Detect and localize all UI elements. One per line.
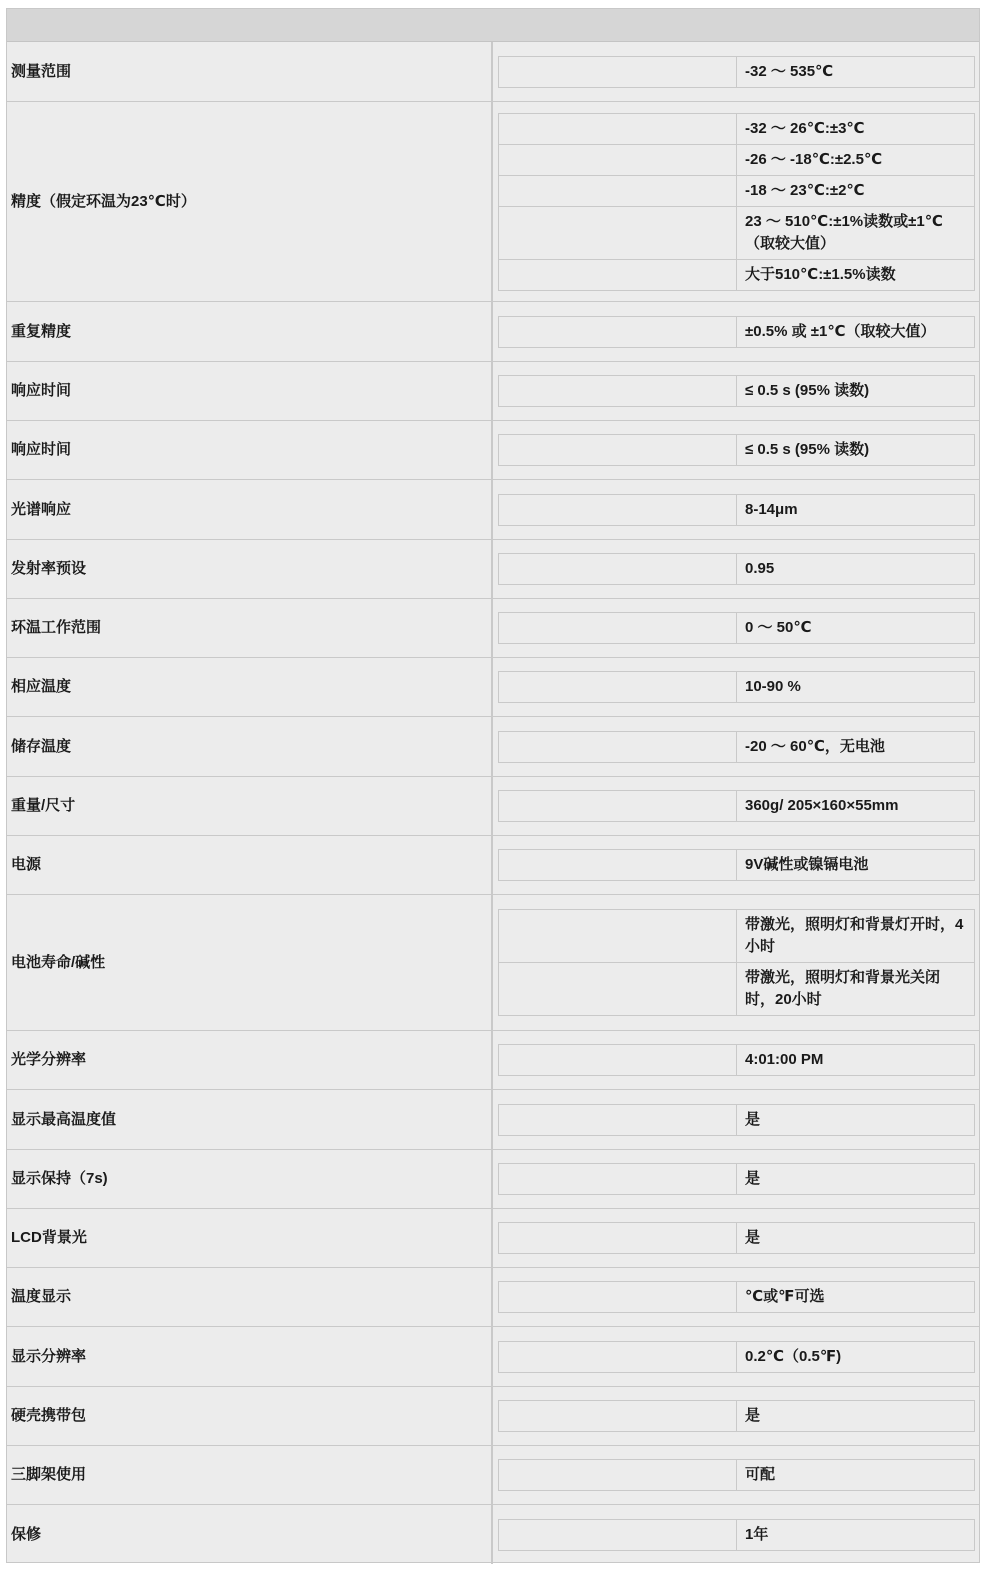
spec-value-cell	[493, 599, 979, 657]
spec-label: LCD背景光	[7, 1209, 493, 1267]
spec-label: 温度显示	[7, 1268, 493, 1326]
spec-value-cell	[493, 102, 979, 301]
table-row	[7, 1149, 979, 1208]
spec-value-row	[498, 206, 975, 260]
spec-value: ℃或℉可选	[745, 1288, 825, 1305]
spec-value-row	[498, 316, 975, 348]
spec-value-row	[498, 434, 975, 466]
table-header-bar	[7, 9, 979, 42]
spec-label: 电池寿命/碱性	[7, 895, 493, 1030]
spec-value-row	[498, 731, 975, 763]
spec-value: 带激光，照明灯和背景灯开时，4小时	[745, 916, 964, 955]
spec-value: 是	[745, 1407, 761, 1424]
table-row	[7, 835, 979, 894]
table-row	[7, 1504, 979, 1564]
spec-value: 可配	[745, 1466, 776, 1483]
blank-cell	[499, 1045, 737, 1075]
spec-label: 显示保持（7s)	[7, 1150, 493, 1208]
blank-cell	[499, 207, 737, 259]
blank-cell	[499, 376, 737, 406]
blank-cell	[499, 176, 737, 206]
blank-cell	[499, 145, 737, 175]
spec-label: 响应时间	[7, 362, 493, 420]
table-row	[7, 1267, 979, 1326]
spec-value: 10-90 %	[745, 678, 801, 695]
table-row	[7, 776, 979, 835]
spec-value: ±0.5% 或 ±1℃（取较大值）	[745, 322, 936, 340]
spec-value-cell	[493, 1268, 979, 1326]
spec-value-row	[498, 790, 975, 822]
spec-value-cell	[493, 895, 979, 1030]
blank-cell	[499, 1342, 737, 1372]
spec-value-row	[498, 1222, 975, 1254]
spec-label: 环温工作范围	[7, 599, 493, 657]
blank-cell	[499, 57, 737, 87]
spec-value: 大于510℃:±1.5%读数	[745, 265, 896, 283]
spec-value-cell	[493, 1505, 979, 1564]
spec-value: 23 ～ 510℃:±1%读数或±1℃（取较大值）	[745, 212, 943, 252]
table-row	[7, 716, 979, 776]
spec-value: 0 ～ 50℃	[745, 619, 812, 636]
table-body	[7, 42, 979, 1564]
blank-cell	[499, 850, 737, 880]
spec-value-cell	[493, 836, 979, 894]
spec-value-row	[498, 144, 975, 176]
spec-value-cell	[493, 1090, 979, 1149]
spec-value-row	[498, 175, 975, 207]
spec-value-cell	[493, 777, 979, 835]
blank-cell	[499, 114, 737, 144]
blank-cell	[499, 613, 737, 643]
spec-value: -32 ～ 26℃:±3℃	[745, 119, 865, 137]
spec-value: -26 ～ -18℃:±2.5℃	[745, 150, 883, 168]
table-row	[7, 1326, 979, 1386]
table-row	[7, 1030, 979, 1089]
table-row	[7, 42, 979, 101]
blank-cell	[499, 554, 737, 584]
spec-value-cell	[493, 717, 979, 776]
spec-label: 测量范围	[7, 42, 493, 101]
spec-value-row	[498, 1044, 975, 1076]
table-row	[7, 479, 979, 539]
table-row	[7, 361, 979, 420]
spec-value: -32 ～ 535℃	[745, 62, 834, 80]
spec-label: 响应时间	[7, 421, 493, 479]
spec-value: ≤ 0.5 s (95% 读数)	[745, 441, 870, 458]
spec-value-cell	[493, 1150, 979, 1208]
spec-label: 光谱响应	[7, 480, 493, 539]
spec-value-row	[498, 553, 975, 585]
spec-value: 9V碱性或镍镉电池	[745, 856, 869, 873]
spec-label: 储存温度	[7, 717, 493, 776]
spec-value-row	[498, 1163, 975, 1195]
spec-label: 硬壳携带包	[7, 1387, 493, 1445]
spec-value-row	[498, 1104, 975, 1136]
spec-value-row	[498, 849, 975, 881]
blank-cell	[499, 495, 737, 525]
spec-value-row	[498, 1281, 975, 1313]
spec-value: 0.95	[745, 560, 775, 577]
blank-cell	[499, 963, 737, 1015]
spec-value-cell	[493, 1031, 979, 1089]
spec-value-cell	[493, 480, 979, 539]
blank-cell	[499, 1223, 737, 1253]
spec-value-cell	[493, 421, 979, 479]
spec-value-cell	[493, 1387, 979, 1445]
spec-value-row	[498, 494, 975, 526]
spec-value: -20 ～ 60℃，无电池	[745, 737, 885, 755]
blank-cell	[499, 1164, 737, 1194]
spec-value-cell	[493, 540, 979, 598]
spec-value: 360g/ 205×160×55mm	[745, 797, 899, 814]
spec-label: 保修	[7, 1505, 493, 1564]
spec-label: 发射率预设	[7, 540, 493, 598]
spec-label: 显示分辨率	[7, 1327, 493, 1386]
spec-label: 电源	[7, 836, 493, 894]
table-row	[7, 420, 979, 479]
spec-value-row	[498, 1459, 975, 1491]
spec-value-row	[498, 56, 975, 88]
spec-value-cell	[493, 42, 979, 101]
spec-value-row	[498, 909, 975, 963]
spec-value: 4:01:00 PM	[745, 1051, 824, 1068]
table-row	[7, 657, 979, 716]
spec-label: 重量/尺寸	[7, 777, 493, 835]
spec-label: 重复精度	[7, 302, 493, 361]
spec-label: 相应温度	[7, 658, 493, 716]
spec-value-row	[498, 1341, 975, 1373]
spec-value: 8-14μm	[745, 500, 798, 518]
spec-value-cell	[493, 1327, 979, 1386]
spec-value-row	[498, 671, 975, 703]
spec-value-row	[498, 962, 975, 1016]
table-row	[7, 1445, 979, 1504]
spec-value: 是	[745, 1110, 761, 1128]
spec-value-cell	[493, 658, 979, 716]
blank-cell	[499, 435, 737, 465]
spec-value-row	[498, 259, 975, 291]
blank-cell	[499, 910, 737, 962]
spec-value: 是	[745, 1170, 761, 1187]
table-row	[7, 301, 979, 361]
spec-value-cell	[493, 1209, 979, 1267]
blank-cell	[499, 1460, 737, 1490]
blank-cell	[499, 1520, 737, 1550]
blank-cell	[499, 317, 737, 347]
table-row	[7, 894, 979, 1030]
spec-value: 0.2℃（0.5℉)	[745, 1347, 842, 1365]
spec-label: 光学分辨率	[7, 1031, 493, 1089]
spec-label: 显示最高温度值	[7, 1090, 493, 1149]
spec-value-row	[498, 1400, 975, 1432]
spec-value: 1年	[745, 1525, 769, 1543]
spec-label: 精度（假定环温为23℃时）	[7, 102, 493, 301]
blank-cell	[499, 1282, 737, 1312]
blank-cell	[499, 791, 737, 821]
spec-value-row	[498, 375, 975, 407]
spec-value-cell	[493, 1446, 979, 1504]
table-row	[7, 1386, 979, 1445]
blank-cell	[499, 1401, 737, 1431]
blank-cell	[499, 732, 737, 762]
table-row	[7, 539, 979, 598]
spec-value: -18 ～ 23℃:±2℃	[745, 181, 865, 199]
table-row	[7, 1208, 979, 1267]
spec-value: 带激光，照明灯和背景光关闭时，20小时	[745, 969, 941, 1008]
table-row	[7, 1089, 979, 1149]
spec-value: ≤ 0.5 s (95% 读数)	[745, 382, 870, 399]
spec-value: 是	[745, 1229, 761, 1246]
spec-table	[6, 8, 980, 1563]
blank-cell	[499, 260, 737, 290]
table-row	[7, 101, 979, 301]
blank-cell	[499, 1105, 737, 1135]
spec-value-cell	[493, 362, 979, 420]
table-row	[7, 598, 979, 657]
blank-cell	[499, 672, 737, 702]
spec-value-cell	[493, 302, 979, 361]
spec-value-row	[498, 1519, 975, 1551]
spec-value-row	[498, 113, 975, 145]
spec-value-row	[498, 612, 975, 644]
spec-label: 三脚架使用	[7, 1446, 493, 1504]
